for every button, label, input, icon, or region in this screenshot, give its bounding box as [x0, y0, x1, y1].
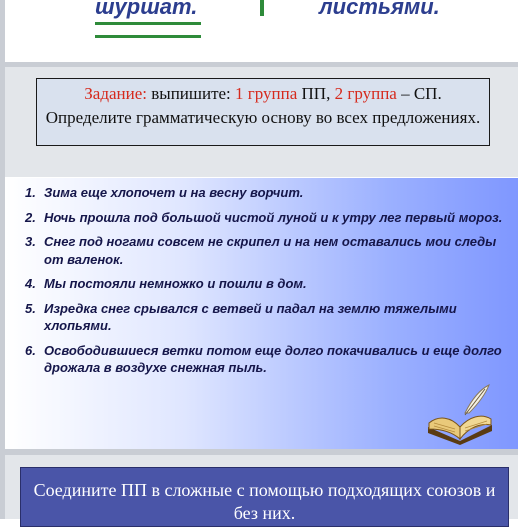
list-item — [25, 184, 505, 202]
vertical-divider — [260, 0, 264, 16]
item-text: Мы постояли немножко и пошли в дом. — [44, 276, 307, 291]
item-number: 5. — [25, 300, 36, 316]
task-text-c: – СП. — [396, 84, 442, 103]
previous-slide-fragment — [5, 0, 518, 62]
task-label: Задание: — [84, 84, 147, 103]
item-number: 3. — [25, 234, 36, 249]
task-line-2: Определите грамматическую основу во всех предложениях. — [45, 108, 481, 127]
open-book-with-quill-icon — [425, 383, 495, 445]
list-item — [25, 342, 505, 377]
word-left: шуршат. — [95, 0, 198, 19]
group-2: 2 группа — [334, 84, 397, 103]
list-item — [25, 300, 505, 335]
item-text: Снег под ногами совсем не скрипел и на нем оставались мои следы от валенок. — [44, 234, 497, 267]
word-right: листьями. — [319, 0, 440, 19]
group-1: 1 группа — [235, 84, 298, 103]
task-text-a: выпишите: — [147, 84, 236, 103]
item-number: 1. — [25, 185, 36, 200]
task-box — [36, 78, 490, 146]
item-number: 2. — [25, 209, 36, 225]
item-text: Освободившиеся ветки потом еще долго покачивались и еще долго дрожала в воздухе снежная пыль. — [44, 342, 502, 375]
sentence-list — [25, 184, 505, 384]
task-text-b: ПП, — [297, 84, 335, 103]
item-number: 4. — [25, 276, 36, 291]
item-text: Зима еще хлопочет и на весну ворчит. — [44, 185, 304, 200]
underline-top — [95, 22, 201, 25]
instruction-box: Соедините ПП в сложные с помощью подходящих союзов и без них. — [20, 467, 509, 527]
underline-bottom — [95, 35, 201, 38]
item-text: Ночь прошла под большой чистой луной и к утру лег первый мороз. — [44, 209, 503, 225]
list-item — [25, 275, 505, 293]
task-line-1 — [37, 82, 489, 106]
sentences-slide — [5, 178, 518, 449]
item-number: 6. — [25, 342, 36, 358]
list-item — [25, 233, 505, 268]
list-item — [25, 209, 505, 227]
item-text: Изредка снег срывался с ветвей и падал на землю тяжелыми хлопьями. — [44, 300, 457, 333]
